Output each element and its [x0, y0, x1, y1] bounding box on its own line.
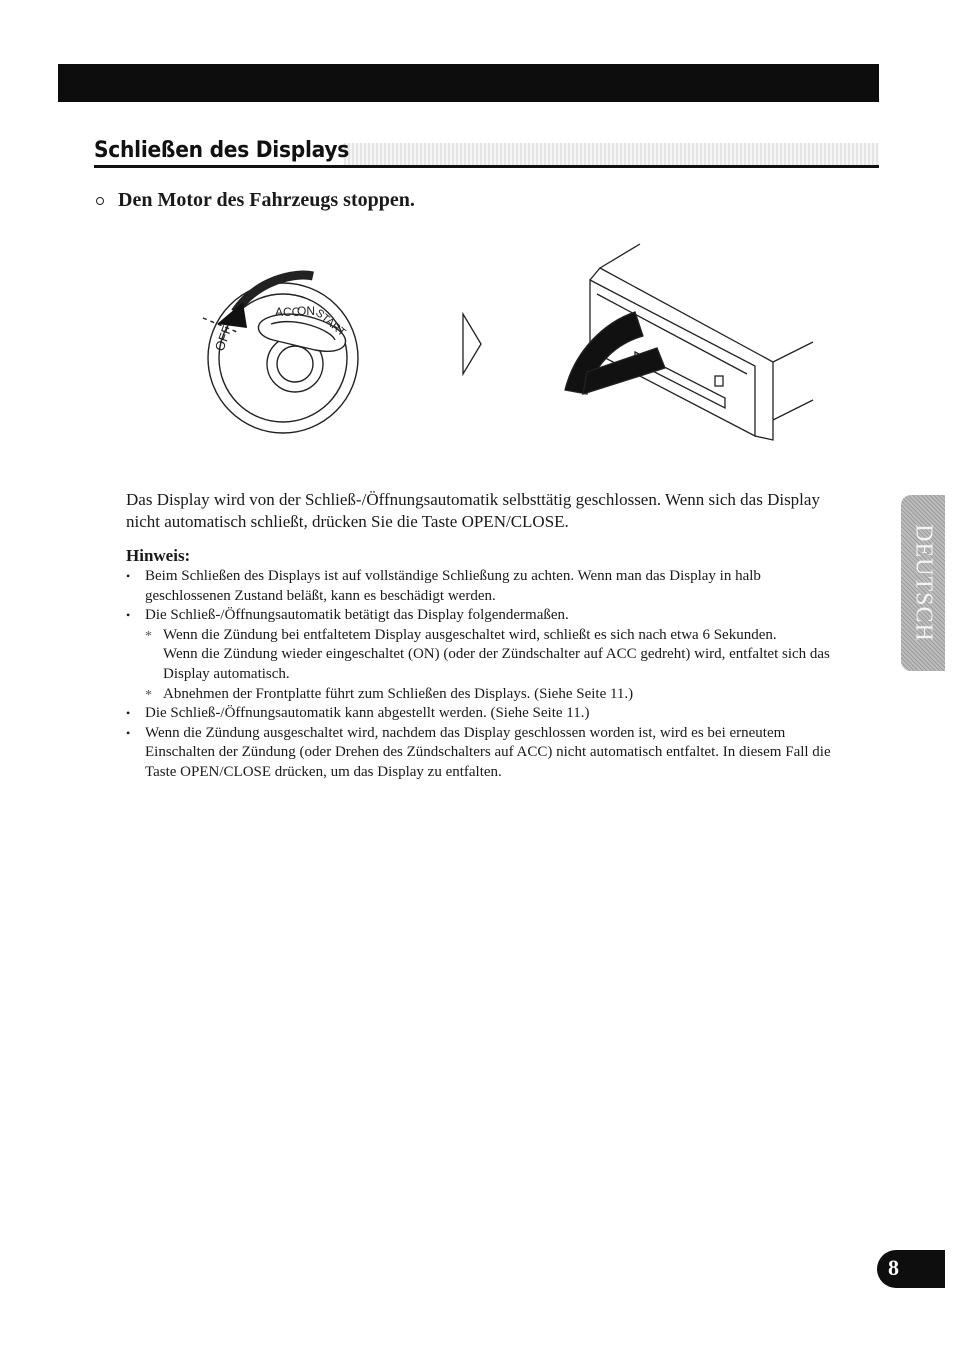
label-acc: ACC [275, 305, 301, 319]
next-step-arrow-icon [463, 314, 481, 374]
ignition-key-illustration [203, 275, 358, 433]
mount-line-bottom [773, 400, 813, 420]
note-subitem-continuation: Wenn die Zündung wieder eingeschaltet (ON) (oder der Zündschalter auf ACC gedreht) wird, entfaltet sich das Display automatisch. [163, 646, 830, 682]
note-list [126, 567, 841, 783]
section-header-shade [344, 143, 879, 166]
page-number-tab [877, 1250, 945, 1288]
language-tab-label: DEUTSCH [910, 524, 937, 642]
note-subitem: * Wenn die Zündung bei entfaltetem Display ausgeschaltet wird, schließt es sich nach etwa 6 Sekunden. [126, 626, 841, 646]
language-tab [901, 495, 945, 671]
mount-line-top [773, 342, 813, 362]
section-title: Schließen des Displays [94, 138, 350, 163]
label-start: START [313, 307, 348, 339]
body-paragraph: Das Display wird von der Schließ-/Öffnungsautomatik selbsttätig geschlossen. Wenn sich das Display nicht automatisch schließt, drücken Sie die Taste OPEN/CLOSE. [126, 490, 820, 531]
note-item: • Die Schließ-/Öffnungsautomatik betätigt das Display folgendermaßen. [126, 606, 841, 626]
note-item: • Die Schließ-/Öffnungsautomatik kann abgestellt werden. (Siehe Seite 11.) [126, 704, 841, 724]
mount-line-back [600, 244, 640, 268]
header-bar [58, 64, 879, 102]
section-header [94, 137, 879, 168]
note-subitem: * Abnehmen der Frontplatte führt zum Schließen des Displays. (Siehe Seite 11.) [126, 685, 841, 705]
open-close-button [715, 376, 723, 386]
step-text: Den Motor des Fahrzeugs stoppen. [118, 189, 415, 211]
section-header-rule [94, 165, 879, 168]
note-heading: Hinweis: [126, 546, 191, 565]
illustration [195, 240, 825, 455]
note-item: • Wenn die Zündung ausgeschaltet wird, nachdem das Display geschlossen worden ist, wird es bei erneutem Einschalten der Zündung (oder Drehen des Zündschalters auf ACC) nicht automatisch entfaltet. In diesem Fall die Taste OPEN/CLOSE drücken, um das Display zu entfalten. [126, 724, 841, 783]
step-instruction [94, 189, 415, 212]
label-off: OFF [211, 323, 235, 354]
step-bullet-icon [96, 197, 104, 205]
ignition-barrel-core [277, 346, 313, 382]
page-number: 8 [888, 1255, 899, 1280]
note-item: • Beim Schließen des Displays ist auf vollständige Schließung zu achten. Wenn man das Display in halb geschlossenen Zustand beläßt, kann es beschädigt werden. [126, 567, 841, 606]
head-unit-illustration [565, 244, 813, 440]
label-on: ON [297, 304, 315, 318]
